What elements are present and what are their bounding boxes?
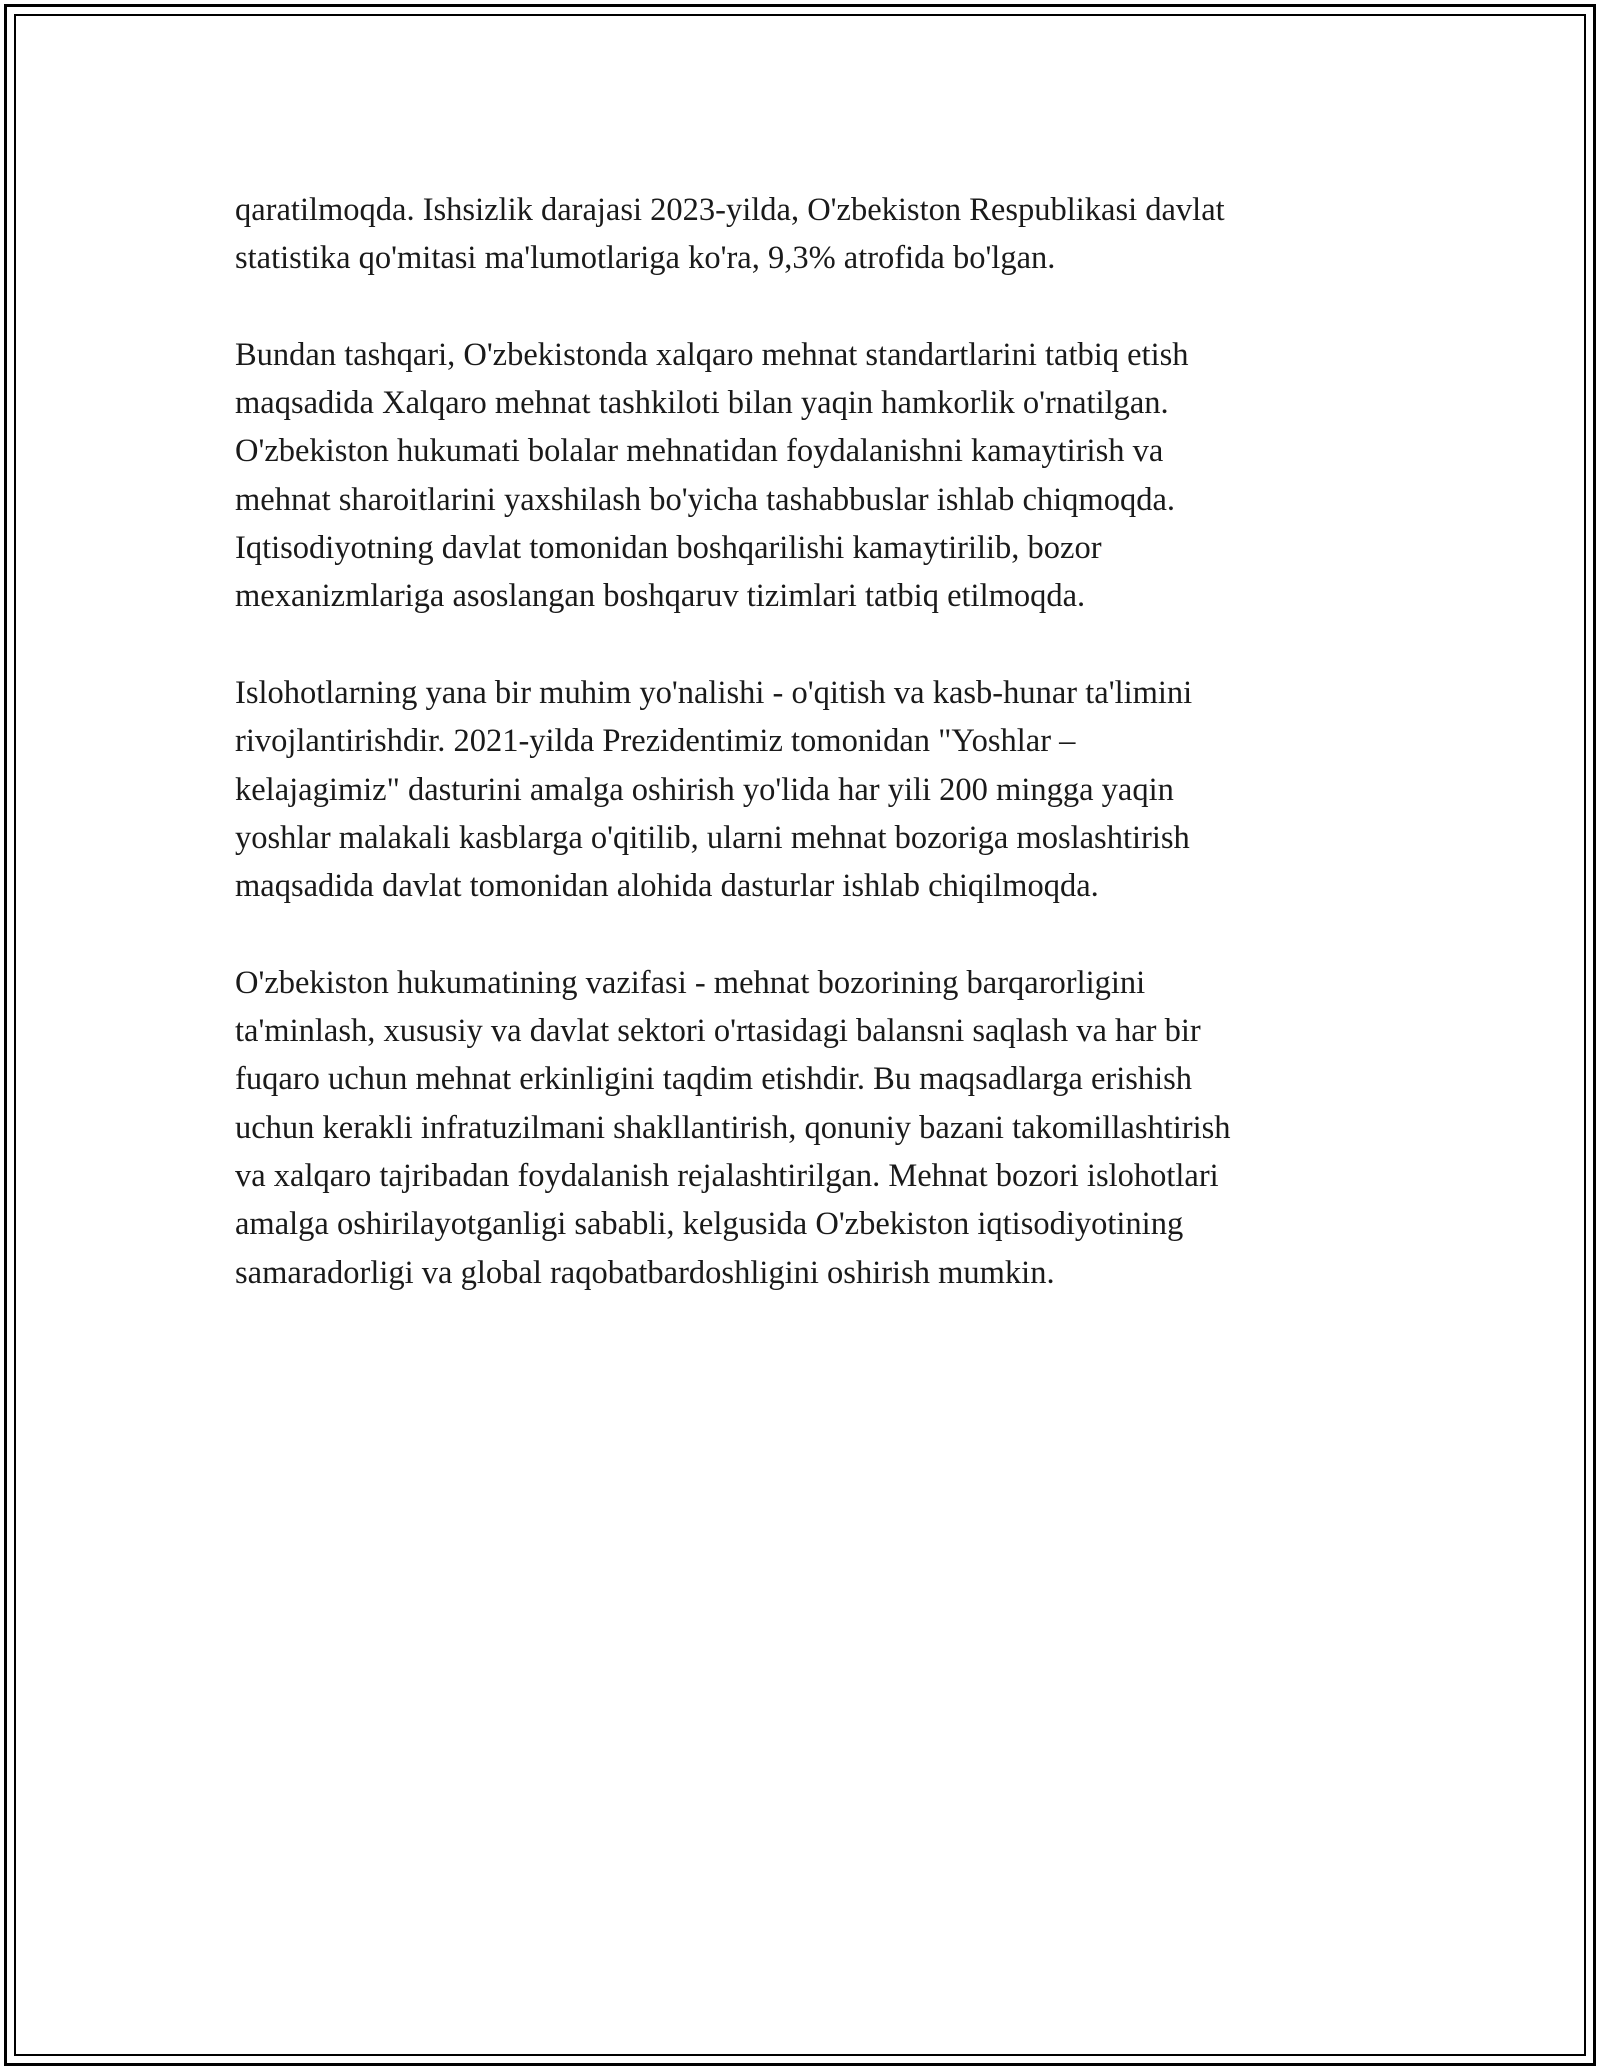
text-line: statistika qo'mitasi ma'lumotlariga ko'ra, 9,3% atrofida bo'lgan. [235, 240, 1056, 277]
text-line: Bundan tashqari, O'zbekistonda xalqaro mehnat standartlarini tatbiq etish [235, 336, 1189, 373]
paragraph-4 [235, 959, 1385, 1297]
text-line: kelajagimiz" dasturini amalga oshirish yo'lida har yili 200 mingga yaqin [235, 771, 1174, 808]
text-line: ta'minlash, xususiy va davlat sektori o'rtasidagi balansni saqlash va har bir [235, 1013, 1201, 1050]
text-line: O'zbekiston hukumati bolalar mehnatidan foydalanishni kamaytirish va [235, 433, 1164, 470]
text-line: fuqaro uchun mehnat erkinligini taqdim etishdir. Bu maqsadlarga erishish [235, 1061, 1193, 1098]
text-line: yoshlar malakali kasblarga o'qitilib, ularni mehnat bozoriga moslashtirish [235, 819, 1190, 856]
text-line: qaratilmoqda. Ishsizlik darajasi 2023-yilda, O'zbekiston Respublikasi davlat [235, 192, 1225, 228]
text-line: amalga oshirilayotganligi sababli, kelgusida O'zbekiston iqtisodiyotining [235, 1206, 1184, 1243]
paragraph-1 [235, 186, 1385, 283]
paragraph-2 [235, 331, 1385, 621]
text-line: maqsadida Xalqaro mehnat tashkiloti bilan yaqin hamkorlik o'rnatilgan. [235, 385, 1169, 422]
text-line: rivojlantirishdir. 2021-yilda Prezidentimiz tomonidan "Yoshlar – [235, 723, 1076, 760]
text-line: va xalqaro tajribadan foydalanish rejalashtirilgan. Mehnat bozori islohotlari [235, 1157, 1219, 1194]
text-line: O'zbekiston hukumatining vazifasi - mehnat bozorining barqarorligini [235, 964, 1146, 1001]
document-body [235, 186, 1385, 1345]
text-line: mexanizmlariga asoslangan boshqaruv tizimlari tatbiq etilmoqda. [235, 578, 1086, 615]
paragraph-3 [235, 669, 1385, 910]
text-line: mehnat sharoitlarini yaxshilash bo'yicha tashabbuslar ishlab chiqmoqda. [235, 481, 1176, 518]
text-line: uchun kerakli infratuzilmani shakllantirish, qonuniy bazani takomillashtirish [235, 1109, 1231, 1146]
text-line: Iqtisodiyotning davlat tomonidan boshqarilishi kamaytirilib, bozor [235, 530, 1102, 567]
text-line: maqsadida davlat tomonidan alohida dasturlar ishlab chiqilmoqda. [235, 868, 1099, 905]
text-line: Islohotlarning yana bir muhim yo'nalishi - o'qitish va kasb-hunar ta'limini [235, 674, 1193, 711]
text-line: samaradorligi va global raqobatbardoshligini oshirish mumkin. [235, 1254, 1055, 1291]
